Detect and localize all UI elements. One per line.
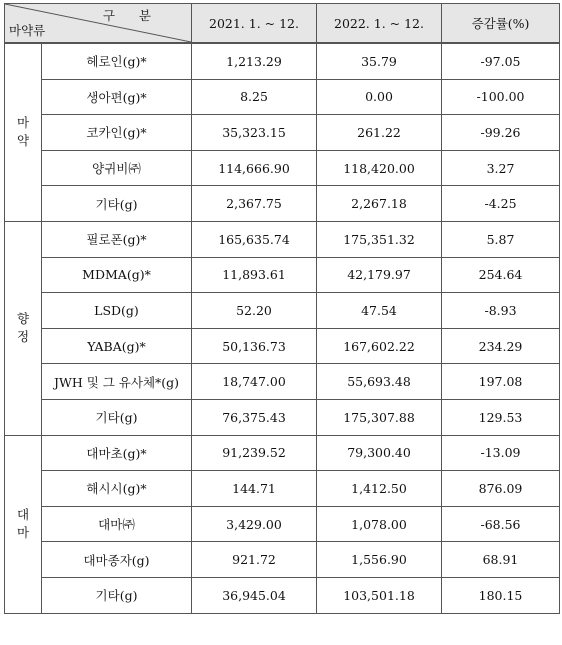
item-cell: LSD(g) (42, 293, 192, 329)
corner-header (5, 4, 192, 44)
table-row (5, 435, 560, 471)
value-2022-cell: 47.54 (317, 293, 442, 329)
value-2022-cell: 175,307.88 (317, 399, 442, 435)
value-2022-cell: 35.79 (317, 43, 442, 79)
table-row (5, 257, 560, 293)
item-cell: 기타(g) (42, 186, 192, 222)
value-2022-cell: 167,602.22 (317, 328, 442, 364)
value-2022-cell: 1,078.00 (317, 506, 442, 542)
table-row (5, 79, 560, 115)
table-row (5, 542, 560, 578)
value-2022-cell: 42,179.97 (317, 257, 442, 293)
value-2022-cell: 55,693.48 (317, 364, 442, 400)
item-cell: 코카인(g)* (42, 115, 192, 151)
value-2021-cell: 18,747.00 (192, 364, 317, 400)
group-cell (5, 43, 42, 221)
item-cell: MDMA(g)* (42, 257, 192, 293)
value-2021-cell: 165,635.74 (192, 221, 317, 257)
group-cell (5, 221, 42, 435)
value-2021-cell: 91,239.52 (192, 435, 317, 471)
item-cell: 기타(g) (42, 399, 192, 435)
item-cell: 대마종자(g) (42, 542, 192, 578)
table-row (5, 293, 560, 329)
table-row (5, 115, 560, 151)
table-row (5, 43, 560, 79)
table-row (5, 221, 560, 257)
change-rate-cell: 129.53 (442, 399, 560, 435)
change-rate-cell: 234.29 (442, 328, 560, 364)
group-cell (5, 435, 42, 613)
change-rate-cell: -4.25 (442, 186, 560, 222)
group-label: 대마 (17, 507, 30, 541)
group-label: 향정 (17, 311, 30, 345)
header-row (5, 4, 560, 44)
change-rate-cell: 3.27 (442, 150, 560, 186)
value-2022-cell: 2,267.18 (317, 186, 442, 222)
item-cell: JWH 및 그 유사체*(g) (42, 364, 192, 400)
value-2022-cell: 1,556.90 (317, 542, 442, 578)
table-row (5, 186, 560, 222)
seizure-table (4, 3, 560, 614)
table-row (5, 506, 560, 542)
change-rate-cell: -8.93 (442, 293, 560, 329)
change-rate-cell: 5.87 (442, 221, 560, 257)
value-2021-cell: 3,429.00 (192, 506, 317, 542)
table-row (5, 471, 560, 507)
value-2022-cell: 0.00 (317, 79, 442, 115)
value-2021-cell: 8.25 (192, 79, 317, 115)
item-cell: YABA(g)* (42, 328, 192, 364)
value-2021-cell: 76,375.43 (192, 399, 317, 435)
value-2021-cell: 1,213.29 (192, 43, 317, 79)
group-label: 마약 (17, 115, 30, 149)
table-row (5, 577, 560, 613)
value-2022-cell: 118,420.00 (317, 150, 442, 186)
value-2021-cell: 52.20 (192, 293, 317, 329)
column-header-2022: 2022. 1. ~ 12. (317, 4, 442, 44)
value-2022-cell: 1,412.50 (317, 471, 442, 507)
value-2022-cell: 261.22 (317, 115, 442, 151)
value-2022-cell: 79,300.40 (317, 435, 442, 471)
table-container (4, 3, 560, 614)
value-2021-cell: 144.71 (192, 471, 317, 507)
value-2021-cell: 921.72 (192, 542, 317, 578)
change-rate-cell: 254.64 (442, 257, 560, 293)
corner-drug-type-label: 마약류 (9, 23, 46, 38)
change-rate-cell: 197.08 (442, 364, 560, 400)
table-row (5, 364, 560, 400)
change-rate-cell: 180.15 (442, 577, 560, 613)
item-cell: 헤로인(g)* (42, 43, 192, 79)
value-2022-cell: 103,501.18 (317, 577, 442, 613)
item-cell: 기타(g) (42, 577, 192, 613)
item-cell: 필로폰(g)* (42, 221, 192, 257)
change-rate-cell: 876.09 (442, 471, 560, 507)
table-row (5, 399, 560, 435)
item-cell: 해시시(g)* (42, 471, 192, 507)
item-cell: 양귀비㈜ (42, 150, 192, 186)
value-2021-cell: 114,666.90 (192, 150, 317, 186)
column-header-change-rate: 증감률(%) (442, 4, 560, 44)
item-cell: 대마㈜ (42, 506, 192, 542)
change-rate-cell: 68.91 (442, 542, 560, 578)
column-header-2021: 2021. 1. ~ 12. (192, 4, 317, 44)
item-cell: 대마초(g)* (42, 435, 192, 471)
change-rate-cell: -100.00 (442, 79, 560, 115)
table-row (5, 150, 560, 186)
change-rate-cell: -13.09 (442, 435, 560, 471)
value-2021-cell: 36,945.04 (192, 577, 317, 613)
table-row (5, 328, 560, 364)
value-2021-cell: 2,367.75 (192, 186, 317, 222)
value-2022-cell: 175,351.32 (317, 221, 442, 257)
value-2021-cell: 50,136.73 (192, 328, 317, 364)
change-rate-cell: -68.56 (442, 506, 560, 542)
value-2021-cell: 11,893.61 (192, 257, 317, 293)
change-rate-cell: -99.26 (442, 115, 560, 151)
change-rate-cell: -97.05 (442, 43, 560, 79)
item-cell: 생아편(g)* (42, 79, 192, 115)
value-2021-cell: 35,323.15 (192, 115, 317, 151)
corner-category-label: 구 분 (102, 8, 161, 23)
